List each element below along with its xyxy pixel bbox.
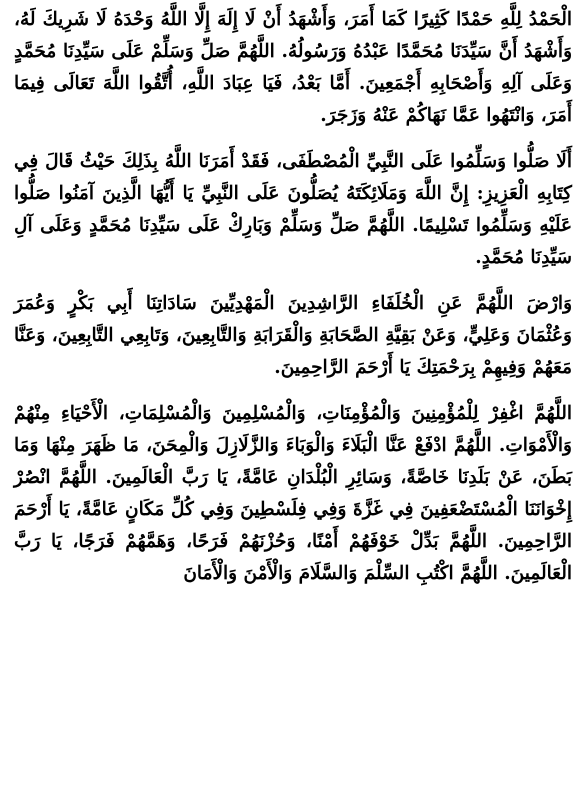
paragraph-caliphs: وَارْضَ اللَّهُمَّ عَنِ الْخُلَفَاءِ الرَّاشِدِينَ الْمَهْدِيِّينَ سَادَاتِنَا أَبِي بَكْرٍ وَعُمَرَ وَعُثْمَانَ وَعَلِيٍّ، وَعَنْ بَقِيَّةِ الصَّحَابَةِ وَالْقَرَابَةِ وَالتَّابِعِينَ، وَتَابِعِي التَّابِعِينَ، وَعَنَّا مَعَهُمْ وَفِيهِمْ بِرَحْمَتِكَ يَا أَرْحَمَ الرَّاحِمِينَ.: [14, 293, 572, 378]
paragraph-salawat: أَلَا صَلُّوا وَسَلِّمُوا عَلَى النَّبِيِّ الْمُصْطَفَى، فَقَدْ أَمَرَنَا اللَّهُ بِذَلِكَ حَيْثُ قَالَ فِي كِتَابِهِ الْعَزِيزِ: إِنَّ اللَّهَ وَمَلَائِكَتَهُ يُصَلُّونَ عَلَى النَّبِيِّ يَا أَيُّهَا الَّذِينَ آمَنُوا صَلُّوا عَلَيْهِ وَسَلِّمُوا تَسْلِيمًا. اللَّهُمَّ صَلِّ وَسَلِّمْ وَبَارِكْ عَلَى سَيِّدِنَا مُحَمَّدٍ وَعَلَى آلِ سَيِّدِنَا مُحَمَّدٍ.: [14, 151, 572, 268]
paragraph-supplication: اللَّهُمَّ اغْفِرْ لِلْمُؤْمِنِينَ وَالْمُؤْمِنَاتِ، وَالْمُسْلِمِينَ وَالْمُسْلِمَاتِ، الْأَحْيَاءِ مِنْهُمْ وَالْأَمْوَاتِ. اللَّهُمَّ ادْفَعْ عَنَّا الْبَلَاءَ وَالْوَبَاءَ وَالزَّلَازِلَ وَالْمِحَنَ، مَا ظَهَرَ مِنْهَا وَمَا بَطَنَ، عَنْ بَلَدِنَا خَاصَّةً، وَسَائِرِ الْبُلْدَانِ عَامَّةً، يَا رَبَّ الْعَالَمِينَ. اللَّهُمَّ انْصُرْ إِخْوَانَنَا الْمُسْتَضْعَفِينَ فِي غَزَّةَ وَفِي فِلَسْطِينَ وَفِي كُلِّ مَكَانٍ عَامَّةً، يَا أَرْحَمَ الرَّاحِمِينَ. اللَّهُمَّ بَدِّلْ خَوْفَهُمْ أَمْنًا، وَحُزْنَهُمْ فَرَحًا، وَهَمَّهُمْ فَرَجًا، يَا رَبَّ الْعَالَمِينَ. اللَّهُمَّ اكْتُبِ السِّلْمَ وَالسَّلَامَ وَالْأَمْنَ وَالْأَمَانَ: [14, 403, 572, 584]
paragraph-opening-praise: الْحَمْدُ لِلَّهِ حَمْدًا كَثِيرًا كَمَا أَمَرَ، وَأَشْهَدُ أَنْ لَا إِلَهَ إِلَّا اللَّهُ وَحْدَهُ لَا شَرِيكَ لَهُ، وَأَشْهَدُ أَنَّ سَيِّدَنَا مُحَمَّدًا عَبْدُهُ وَرَسُولُهُ. اللَّهُمَّ صَلِّ وَسَلِّمْ عَلَى سَيِّدِنَا مُحَمَّدٍ وَعَلَى آلِهِ وَأَصْحَابِهِ أَجْمَعِينَ. أَمَّا بَعْدُ، فَيَا عِبَادَ اللَّهِ، أُتَّقُوا اللَّهَ تَعَالَى فِيمَا أَمَرَ، وَانْتَهُوا عَمَّا نَهَاكُمْ عَنْهُ وَزَجَرَ.: [14, 9, 572, 126]
